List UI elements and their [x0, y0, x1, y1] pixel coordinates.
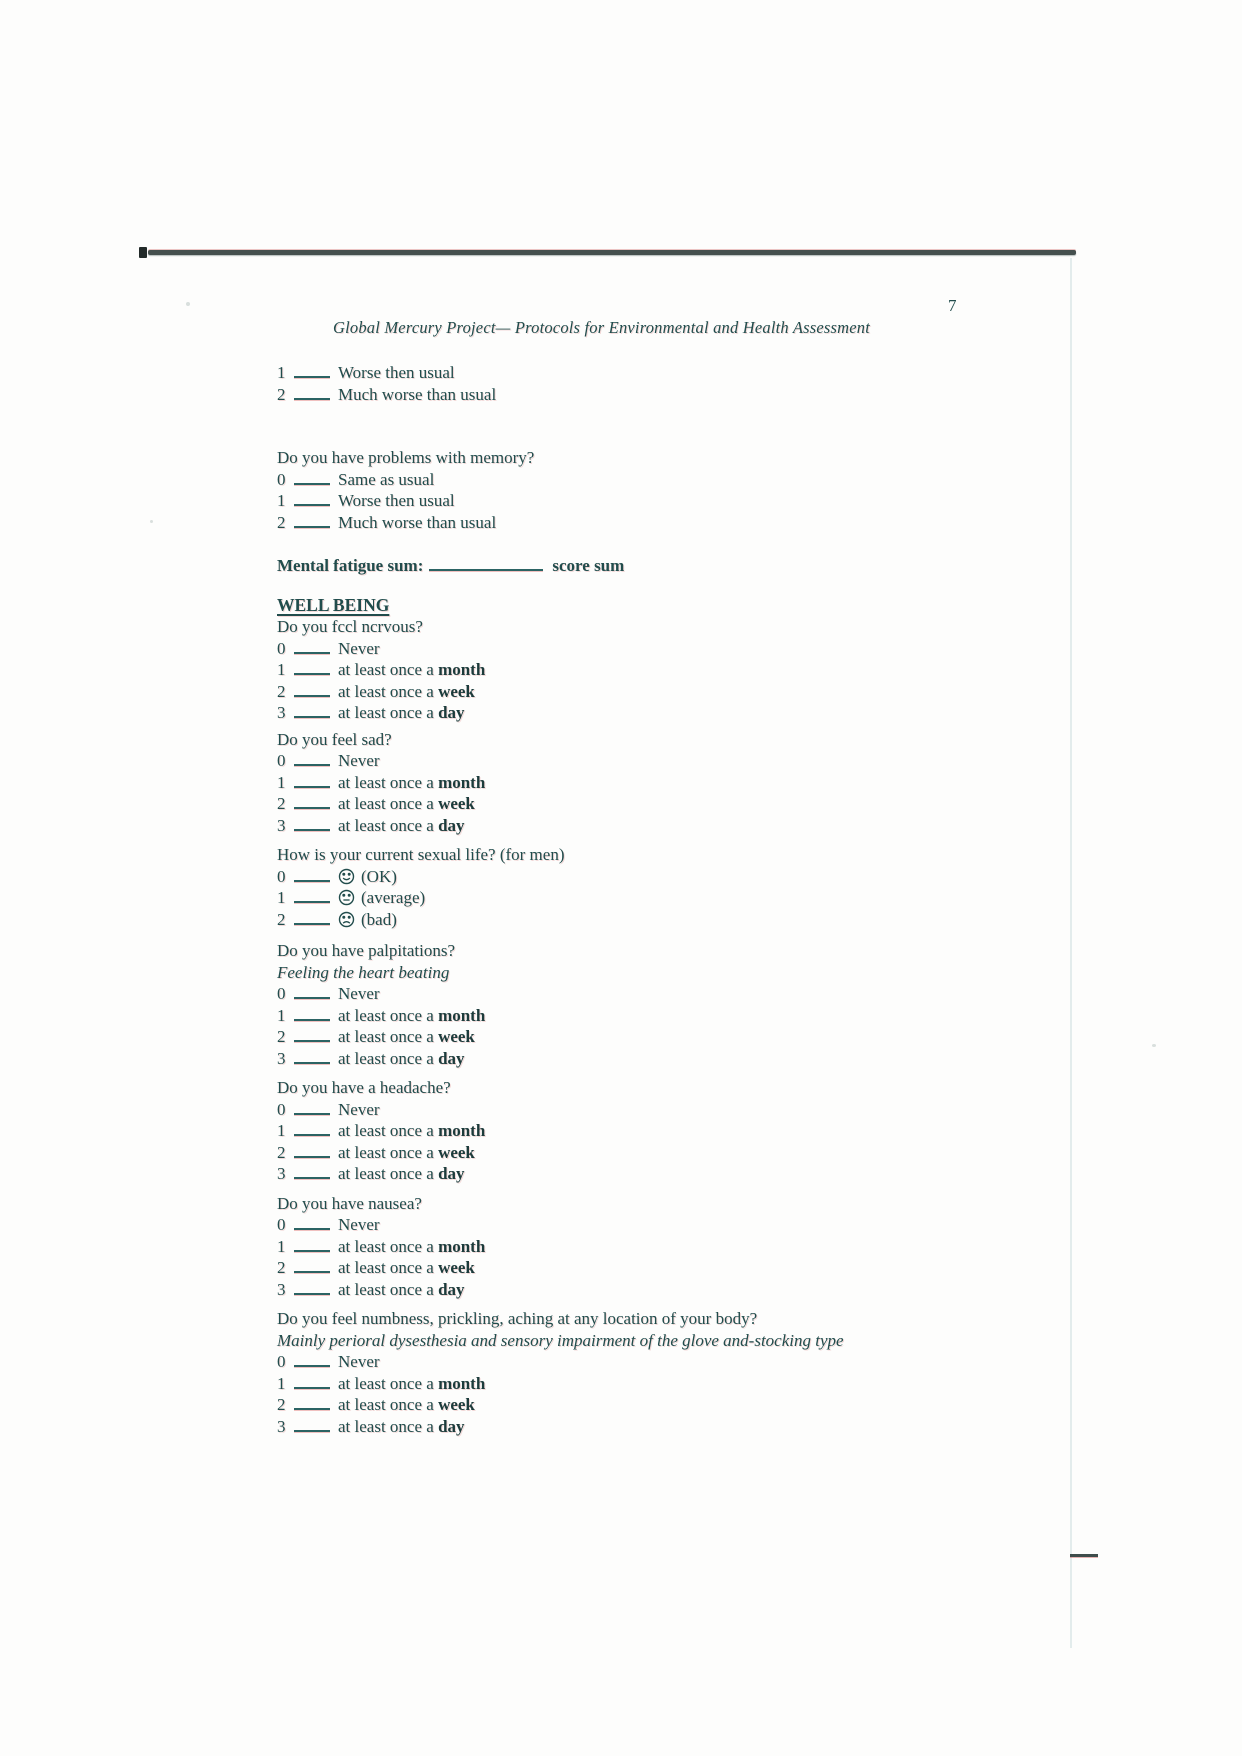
section-headache [277, 1077, 1137, 1185]
section-nervous [277, 616, 1137, 724]
option-label: at least once a [338, 1048, 434, 1068]
answer-blank-line [294, 1110, 330, 1115]
option-frequency-word: week [438, 1142, 475, 1162]
scan-speck [186, 302, 190, 306]
answer-option-row [277, 983, 1137, 1005]
option-frequency-word: month [438, 660, 486, 679]
answer-blank-line [294, 1131, 330, 1136]
section-palpitations [277, 940, 1137, 1069]
mental-fatigue-sum-row [277, 555, 1137, 577]
option-label: at least once a [338, 794, 434, 813]
section-sad [277, 729, 1137, 837]
option-score-number: 3 [277, 1416, 286, 1436]
smiley-sad-icon [338, 911, 355, 928]
option-label: at least once a [338, 660, 434, 679]
question-text: Do you have problems with memory? [277, 448, 535, 467]
answer-blank-line [294, 523, 330, 528]
answer-blank-line [294, 1290, 330, 1295]
option-label: (average) [361, 888, 426, 907]
answer-blank-line [294, 692, 330, 697]
option-score-number: 0 [277, 751, 286, 770]
answer-option-row [277, 1026, 1137, 1048]
answer-blank-line [294, 649, 330, 654]
answer-option-row [277, 1351, 1137, 1373]
questionnaire-body [277, 362, 1137, 1437]
answer-blank-line [294, 1225, 330, 1230]
option-label: (bad) [361, 909, 397, 929]
option-frequency-word: week [438, 1027, 475, 1046]
answer-blank-line [294, 920, 330, 925]
option-score-number: 1 [277, 772, 286, 792]
option-frequency-word: month [438, 1373, 486, 1393]
answer-blank-line [294, 994, 330, 999]
option-label: Never [338, 1352, 380, 1371]
answer-option-row [277, 1279, 1137, 1301]
question-text: Do you have palpitations? [277, 941, 455, 960]
option-score-number: 2 [277, 1395, 286, 1414]
answer-blank-line [294, 1174, 330, 1179]
option-label: at least once a [338, 1142, 434, 1162]
answer-blank-line [294, 373, 330, 378]
document-header-title: Global Mercury Project— Protocols for Environmental and Health Assessment [333, 318, 871, 337]
answer-option-row [277, 772, 1137, 794]
answer-option-row [277, 490, 1137, 512]
section-carryover [277, 362, 1137, 405]
option-label: at least once a [338, 1395, 434, 1414]
option-score-number: 2 [277, 681, 286, 701]
option-score-number: 0 [277, 638, 286, 658]
answer-option-row [277, 1048, 1137, 1070]
answer-option-row [277, 909, 1137, 931]
option-score-number: 0 [277, 469, 286, 489]
option-score-number: 2 [277, 1027, 286, 1046]
option-label: Worse then usual [338, 491, 455, 510]
answer-blank-line [294, 783, 330, 788]
answer-option-row [277, 1373, 1137, 1395]
answer-blank-line [294, 761, 330, 766]
option-frequency-word: day [438, 1048, 465, 1068]
answer-blank-line [294, 713, 330, 718]
section-fatigue-sum [277, 555, 1137, 577]
option-label: at least once a [338, 772, 434, 792]
answer-blank-line [294, 898, 330, 903]
option-frequency-word: day [438, 703, 465, 722]
answer-blank-line [294, 1037, 330, 1042]
option-frequency-word: day [438, 1164, 465, 1183]
answer-blank-line [294, 804, 330, 809]
answer-option-row [277, 1120, 1137, 1142]
sum-label: Mental fatigue sum: [277, 556, 424, 575]
option-label: Never [338, 984, 380, 1003]
option-score-number: 1 [277, 888, 286, 907]
option-score-number: 3 [277, 1164, 286, 1183]
option-frequency-word: day [438, 815, 465, 835]
question-text: Do you feel numbness, prickling, aching at any location of your body? [277, 1309, 758, 1328]
question-text: Do you have nausea? [277, 1193, 422, 1213]
option-score-number: 0 [277, 1215, 286, 1234]
question-text: Do you have a headache? [277, 1078, 451, 1097]
answer-option-row [277, 512, 1137, 534]
section-well-being [277, 595, 1137, 617]
answer-option-row [277, 1416, 1137, 1438]
answer-option-row [277, 681, 1137, 703]
option-label: Never [338, 1099, 380, 1119]
option-score-number: 0 [277, 984, 286, 1003]
page-number: 7 [948, 296, 957, 315]
option-label: at least once a [338, 1027, 434, 1046]
answer-blank-line [294, 1362, 330, 1367]
option-label: at least once a [338, 1121, 434, 1140]
smiley-ok-icon [338, 868, 355, 885]
option-score-number: 1 [277, 1236, 286, 1256]
option-score-number: 0 [277, 1099, 286, 1119]
scan-speck [150, 520, 153, 523]
option-frequency-word: month [438, 1005, 486, 1025]
answer-option-row [277, 1142, 1137, 1164]
option-frequency-word: week [438, 794, 475, 813]
question-note: Feeling the heart beating [277, 962, 450, 982]
option-label: Never [338, 751, 380, 770]
answer-option-row [277, 866, 1137, 888]
section-numbness [277, 1308, 1137, 1437]
option-frequency-word: day [438, 1416, 465, 1436]
option-score-number: 1 [277, 363, 286, 382]
scan-edge-tick [139, 247, 147, 258]
option-score-number: 2 [277, 1142, 286, 1162]
answer-blank-line [294, 1016, 330, 1021]
answer-blank-line [294, 1427, 330, 1432]
option-label: at least once a [338, 1005, 434, 1025]
smiley-neutral-icon [338, 889, 355, 906]
scan-edge-line [148, 250, 1076, 255]
option-label: at least once a [338, 1164, 434, 1183]
answer-blank-line [294, 1268, 330, 1273]
option-score-number: 3 [277, 1279, 286, 1299]
option-score-number: 1 [277, 1005, 286, 1025]
option-frequency-word: week [438, 1395, 475, 1414]
section-heading: WELL BEING [277, 594, 390, 615]
option-score-number: 3 [277, 703, 286, 722]
option-frequency-word: week [438, 1258, 475, 1277]
option-frequency-word: week [438, 681, 475, 701]
sum-score-blank-line [429, 566, 543, 571]
option-score-number: 2 [277, 384, 286, 404]
option-frequency-word: month [438, 1121, 486, 1140]
option-frequency-word: month [438, 772, 486, 792]
answer-blank-line [294, 395, 330, 400]
option-label: at least once a [338, 1373, 434, 1393]
option-frequency-word: month [438, 1236, 486, 1256]
question-note: Mainly perioral dysesthesia and sensory impairment of the glove and-stocking type [277, 1330, 844, 1350]
answer-option-row [277, 469, 1137, 491]
question-text: Do you feel sad? [277, 729, 392, 749]
answer-blank-line [294, 1059, 330, 1064]
option-score-number: 2 [277, 794, 286, 813]
answer-option-row [277, 1005, 1137, 1027]
section-sexual-life [277, 844, 1137, 930]
answer-blank-line [294, 877, 330, 882]
option-label: at least once a [338, 1236, 434, 1256]
sum-suffix-label: score sum [552, 556, 625, 575]
answer-blank-line [294, 1384, 330, 1389]
answer-option-row [277, 793, 1137, 815]
option-score-number: 0 [277, 1352, 286, 1371]
option-score-number: 2 [277, 909, 286, 929]
answer-blank-line [294, 670, 330, 675]
answer-blank-line [294, 1153, 330, 1158]
option-score-number: 1 [277, 491, 286, 510]
answer-option-row [277, 1394, 1137, 1416]
option-label: Much worse than usual [338, 384, 497, 404]
scan-speck [1152, 1044, 1156, 1047]
option-label: at least once a [338, 1416, 434, 1436]
option-label: (OK) [361, 866, 397, 886]
option-score-number: 1 [277, 1121, 286, 1140]
answer-option-row [277, 815, 1137, 837]
question-text: Do you fccl ncrvous? [277, 617, 423, 636]
option-label: at least once a [338, 703, 434, 722]
answer-option-row [277, 1257, 1137, 1279]
section-nausea [277, 1193, 1137, 1301]
answer-option-row [277, 1099, 1137, 1121]
option-label: Worse then usual [338, 363, 455, 382]
option-score-number: 3 [277, 1048, 286, 1068]
option-label: Much worse than usual [338, 512, 497, 532]
option-label: Same as usual [338, 469, 435, 489]
answer-option-row [277, 362, 1137, 384]
option-label: Never [338, 638, 380, 658]
option-score-number: 2 [277, 512, 286, 532]
option-label: at least once a [338, 681, 434, 701]
answer-option-row [277, 384, 1137, 406]
option-frequency-word: day [438, 1279, 465, 1299]
option-score-number: 0 [277, 866, 286, 886]
option-label: Never [338, 1215, 380, 1234]
section-memory [277, 447, 1137, 533]
answer-blank-line [294, 1247, 330, 1252]
answer-blank-line [294, 826, 330, 831]
answer-option-row [277, 1214, 1137, 1236]
answer-option-row [277, 702, 1137, 724]
answer-option-row [277, 750, 1137, 772]
answer-blank-line [294, 501, 330, 506]
answer-blank-line [294, 480, 330, 485]
option-score-number: 3 [277, 815, 286, 835]
answer-blank-line [294, 1405, 330, 1410]
answer-option-row [277, 659, 1137, 681]
answer-option-row [277, 1163, 1137, 1185]
answer-option-row [277, 638, 1137, 660]
option-label: at least once a [338, 815, 434, 835]
option-label: at least once a [338, 1279, 434, 1299]
answer-option-row [277, 1236, 1137, 1258]
option-score-number: 2 [277, 1258, 286, 1277]
option-score-number: 1 [277, 1373, 286, 1393]
option-label: at least once a [338, 1258, 434, 1277]
question-text: How is your current sexual life? (for men) [277, 845, 565, 864]
option-score-number: 1 [277, 660, 286, 679]
answer-option-row [277, 887, 1137, 909]
scan-bottom-mark [1070, 1554, 1098, 1557]
